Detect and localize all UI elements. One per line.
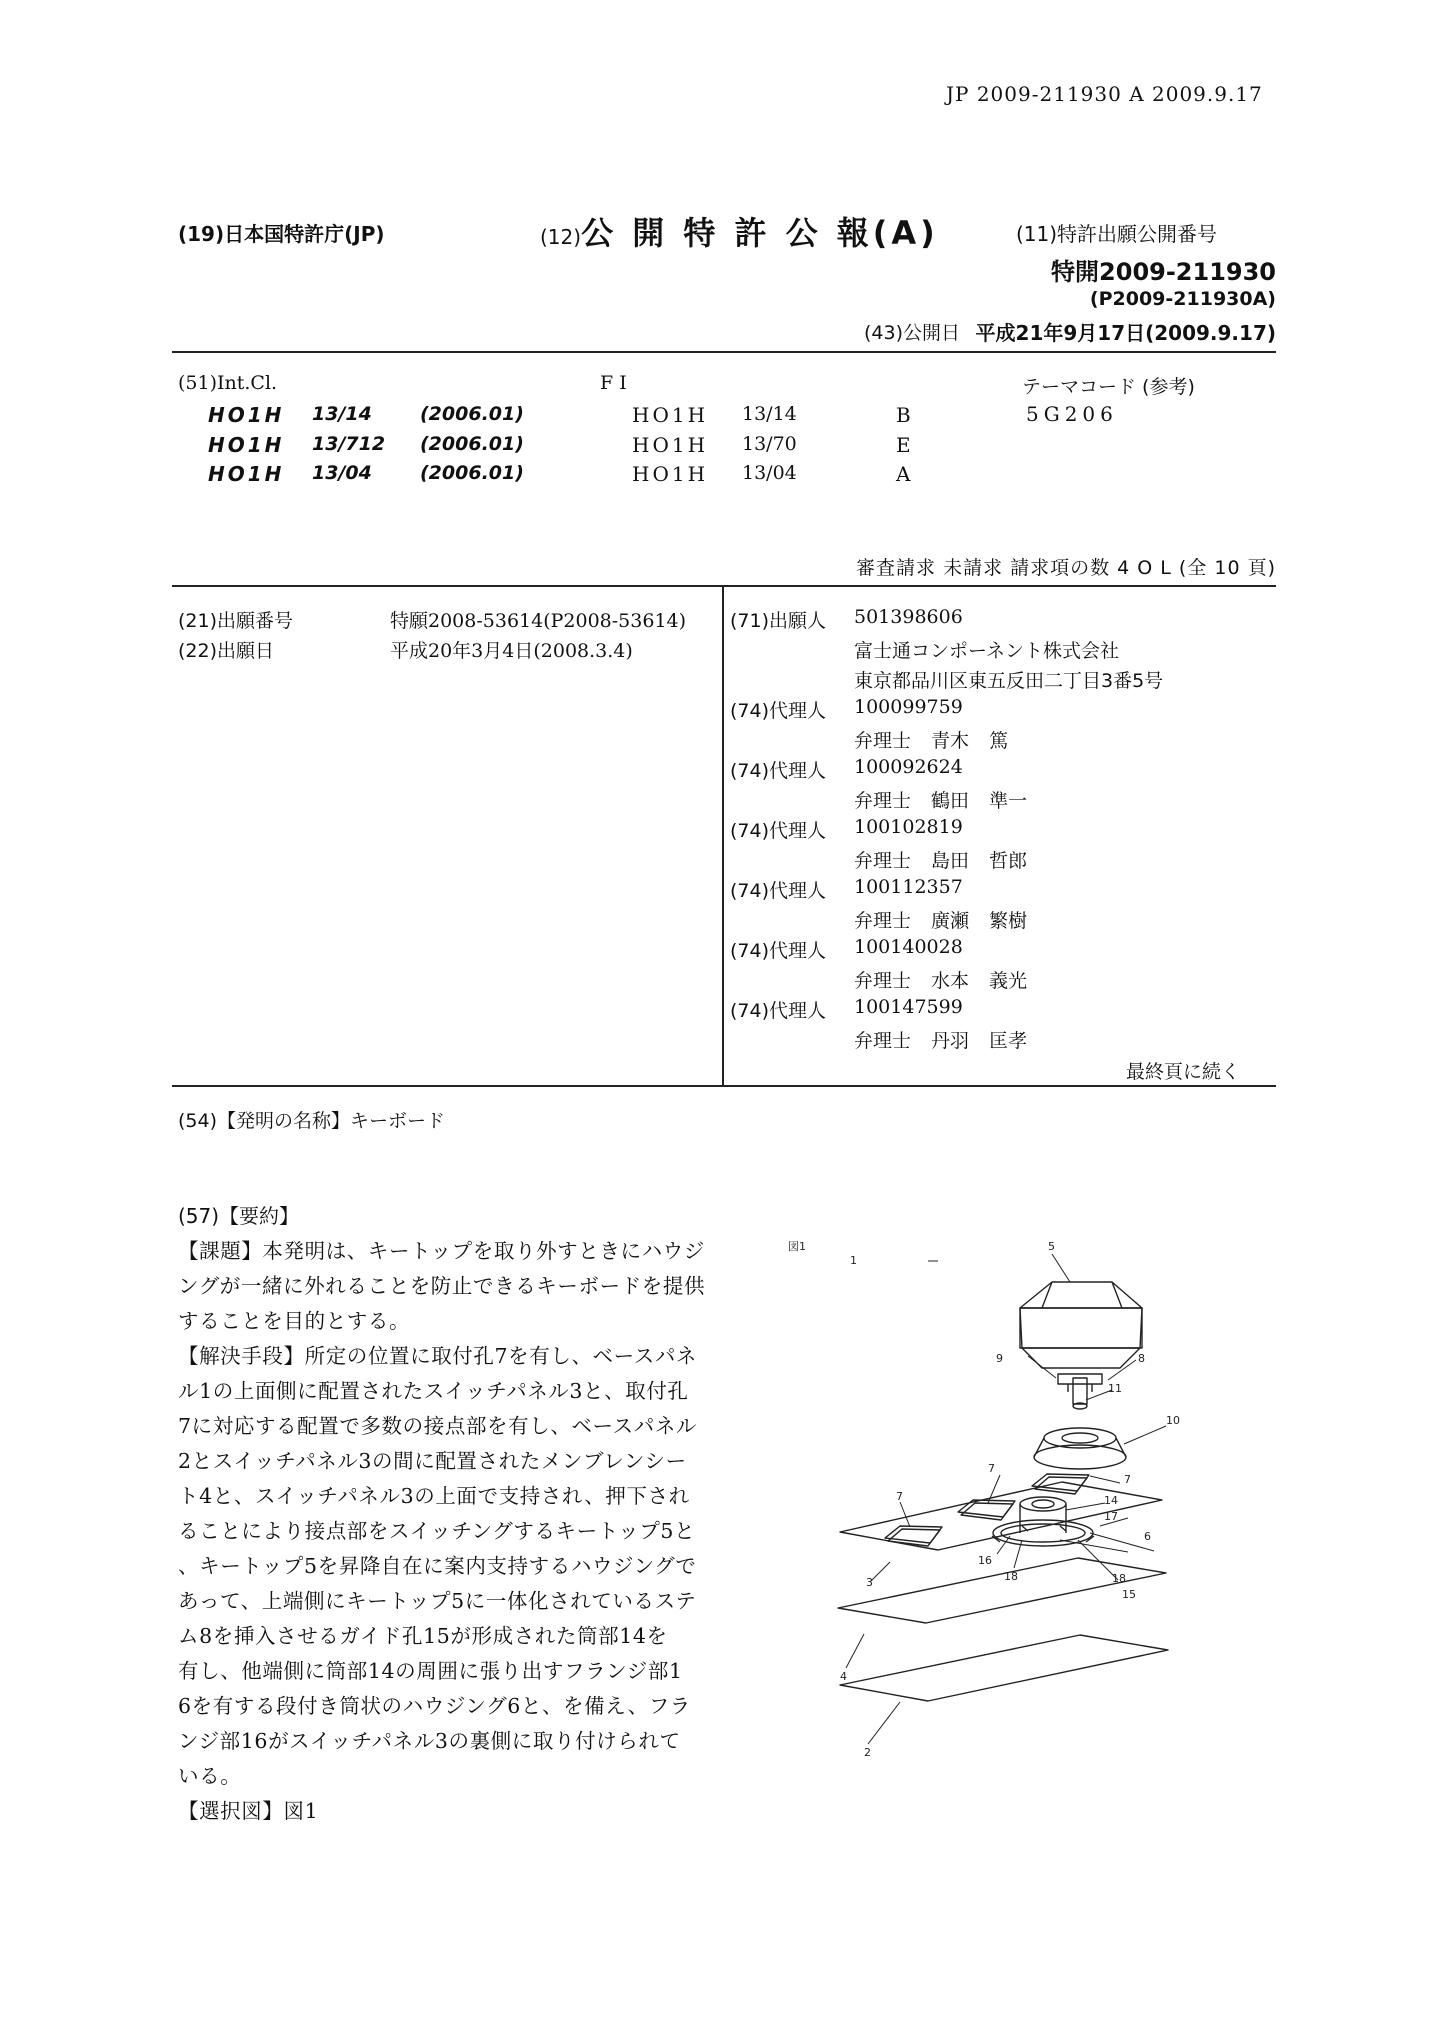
agent-name: 弁理士 青木 篤 xyxy=(854,730,1009,752)
fi-group: 13/04 xyxy=(742,462,797,484)
ipc-code: HO1H xyxy=(208,433,285,457)
base-panel xyxy=(840,1635,1168,1701)
leader-line xyxy=(1090,1476,1120,1483)
abstract-line: あって、上端側にキートップ5に一体化されているステ xyxy=(178,1589,697,1613)
applicant-label: (71)出願人 xyxy=(730,610,827,632)
bib-top-rule xyxy=(172,585,1276,587)
mounting-hole xyxy=(1032,1474,1089,1494)
leader-line xyxy=(1052,1254,1070,1282)
abstract-line: いる。 xyxy=(178,1764,242,1788)
applicant-id: 501398606 xyxy=(854,606,963,628)
ref-numeral: 6 xyxy=(1144,1530,1151,1543)
intcl-label: (51)Int.Cl. xyxy=(178,372,278,394)
theme-code-label: テーマコード (参考) xyxy=(1022,376,1195,398)
theme-code: 5G206 xyxy=(1026,402,1118,426)
agent-label: (74)代理人 xyxy=(730,820,827,842)
ref-numeral: 7 xyxy=(988,1462,995,1475)
abstract-line: 2とスイッチパネル3の間に配置されたメンブレンシー xyxy=(178,1449,687,1473)
fi-code: HO1H xyxy=(632,403,709,427)
agent-label: (74)代理人 xyxy=(730,700,827,722)
fi-code: HO1H xyxy=(632,462,709,486)
application-date: 平成20年3月4日(2008.3.4) xyxy=(390,640,633,662)
leader-line xyxy=(846,1634,864,1668)
header-rule xyxy=(172,351,1276,353)
ref-numeral: 3 xyxy=(866,1576,873,1589)
top-reference: JP 2009-211930 A 2009.9.17 xyxy=(946,82,1263,106)
application-date-label: (22)出願日 xyxy=(178,640,275,662)
agent-name: 弁理士 丹羽 匡孝 xyxy=(854,1030,1028,1052)
fi-symbol: A xyxy=(896,462,911,486)
agent-label: (74)代理人 xyxy=(730,940,827,962)
publication-number: 特開2009-211930 xyxy=(1051,258,1276,286)
figure-label: 図1 xyxy=(788,1240,806,1253)
publication-kind xyxy=(540,208,939,254)
agent-name: 弁理士 廣瀬 繁樹 xyxy=(854,910,1028,932)
ref-numeral: 1 xyxy=(850,1254,857,1267)
abstract-line: 、キートップ5を昇降自在に案内支持するハウジングで xyxy=(178,1554,697,1578)
mounting-hole xyxy=(885,1526,942,1546)
leader-line xyxy=(988,1475,1000,1503)
fi-symbol: E xyxy=(896,433,911,457)
ref-numeral: 11 xyxy=(1108,1382,1122,1395)
agent-name: 弁理士 水本 義光 xyxy=(854,970,1028,992)
keytop xyxy=(1020,1282,1142,1368)
leader-line xyxy=(870,1562,890,1582)
ref-numeral: 9 xyxy=(996,1352,1003,1365)
ref-numeral: 8 xyxy=(1138,1352,1145,1365)
pubno-label: (11)特許出願公開番号 xyxy=(1016,222,1218,246)
ref-numeral: 10 xyxy=(1166,1414,1180,1427)
leader-line xyxy=(1066,1503,1105,1510)
abstract-line: ト4と、スイッチパネル3の上面で支持され、押下され xyxy=(178,1484,690,1508)
agent-name: 弁理士 鶴田 準一 xyxy=(854,790,1028,812)
abstract-line: 7に対応する配置で多数の接点部を有し、ベースパネル xyxy=(178,1414,698,1438)
abstract-line: 6を有する段付き筒状のハウジング6と、を備え、フラ xyxy=(178,1694,691,1718)
ref-numeral: 18 xyxy=(1112,1572,1126,1585)
abstract-line: ル1の上面側に配置されたスイッチパネル3と、取付孔 xyxy=(178,1379,689,1403)
leader-line xyxy=(868,1702,900,1744)
publication-kind-prefix: (12) xyxy=(540,225,582,249)
agent-label: (74)代理人 xyxy=(730,1000,827,1022)
leader-line xyxy=(1060,1540,1128,1552)
abstract-line: 【解決手段】所定の位置に取付孔7を有し、ベースパネ xyxy=(178,1344,698,1368)
agent-id: 100092624 xyxy=(854,756,963,778)
abstract-line: ンジ部16がスイッチパネル3の裏側に取り付けられて xyxy=(178,1729,681,1753)
agent-id: 100140028 xyxy=(854,936,963,958)
ref-numeral: 16 xyxy=(978,1554,992,1567)
ipc-group: 13/04 xyxy=(312,462,372,484)
agent-id: 100099759 xyxy=(854,696,963,718)
fi-label: F I xyxy=(600,372,627,394)
publication-kind-title: 公 開 特 許 公 報(A) xyxy=(581,214,939,252)
continued-note: 最終頁に続く xyxy=(1125,1061,1240,1083)
abstract-line: ングが一緒に外れることを防止できるキーボードを提供 xyxy=(178,1274,706,1298)
ref-numeral: 15 xyxy=(1122,1588,1136,1601)
abstract-line: 【課題】本発明は、キートップを取り外すときにハウジ xyxy=(178,1239,705,1263)
abstract-line: ることにより接点部をスイッチングするキートップ5と xyxy=(178,1519,696,1543)
selected-figure: 【選択図】図1 xyxy=(178,1799,319,1823)
application-number-label: (21)出願番号 xyxy=(178,610,294,632)
fi-group: 13/14 xyxy=(742,403,797,425)
leader-line xyxy=(1124,1426,1166,1444)
agent-id: 100112357 xyxy=(854,876,963,898)
leader-line xyxy=(900,1502,910,1527)
figure-1-drawing xyxy=(760,1220,1220,1770)
agent-id: 100102819 xyxy=(854,816,963,838)
leader-line xyxy=(1028,1356,1056,1378)
ref-numeral: 7 xyxy=(1124,1473,1131,1486)
publication-number-alt: (P2009-211930A) xyxy=(1089,288,1276,310)
agent-label: (74)代理人 xyxy=(730,760,827,782)
ipc-version: (2006.01) xyxy=(420,462,524,484)
abstract-heading: (57)【要約】 xyxy=(178,1204,300,1228)
pubdate-label: (43)公開日 xyxy=(864,322,961,344)
office-name: (19)日本国特許庁(JP) xyxy=(178,222,385,246)
ipc-code: HO1H xyxy=(208,462,285,486)
ref-numeral: 14 xyxy=(1104,1494,1118,1507)
ipc-code: HO1H xyxy=(208,403,285,427)
ipc-group: 13/712 xyxy=(312,433,386,455)
publication-date: 平成21年9月17日(2009.9.17) xyxy=(975,321,1276,345)
ref-numeral: 4 xyxy=(840,1670,847,1683)
housing-skirt xyxy=(1034,1428,1126,1469)
membrane-sheet xyxy=(838,1558,1166,1623)
bib-bottom-rule xyxy=(172,1085,1276,1087)
invention-title: (54)【発明の名称】キーボード xyxy=(178,1110,446,1132)
agent-id: 100147599 xyxy=(854,996,963,1018)
ref-numeral: 2 xyxy=(864,1746,871,1759)
key-stem xyxy=(1058,1374,1102,1409)
ipc-version: (2006.01) xyxy=(420,433,524,455)
ref-numeral: 17 xyxy=(1104,1510,1118,1523)
fi-symbol: B xyxy=(896,403,911,427)
ipc-version: (2006.01) xyxy=(420,403,524,425)
examination-line: 審査請求 未請求 請求項の数 4 O L (全 10 頁) xyxy=(856,557,1276,579)
fi-group: 13/70 xyxy=(742,433,797,455)
application-number: 特願2008-53614(P2008-53614) xyxy=(390,610,687,632)
ipc-group: 13/14 xyxy=(312,403,372,425)
fi-code: HO1H xyxy=(632,433,709,457)
ref-numeral: 18 xyxy=(1004,1570,1018,1583)
agent-name: 弁理士 島田 哲郎 xyxy=(854,850,1028,872)
abstract-line: 有し、他端側に筒部14の周囲に張り出すフランジ部1 xyxy=(178,1659,683,1683)
abstract-line: することを目的とする。 xyxy=(178,1309,411,1333)
abstract-line: ム8を挿入させるガイド孔15が形成された筒部14を xyxy=(178,1624,668,1648)
ref-numeral: 7 xyxy=(896,1490,903,1503)
applicant-address: 東京都品川区東五反田二丁目3番5号 xyxy=(854,670,1164,692)
ref-numeral: 5 xyxy=(1048,1240,1055,1253)
leader-line xyxy=(1108,1360,1136,1380)
bib-divider xyxy=(722,587,724,1086)
agent-label: (74)代理人 xyxy=(730,880,827,902)
applicant-name: 富士通コンポーネント株式会社 xyxy=(854,640,1120,662)
